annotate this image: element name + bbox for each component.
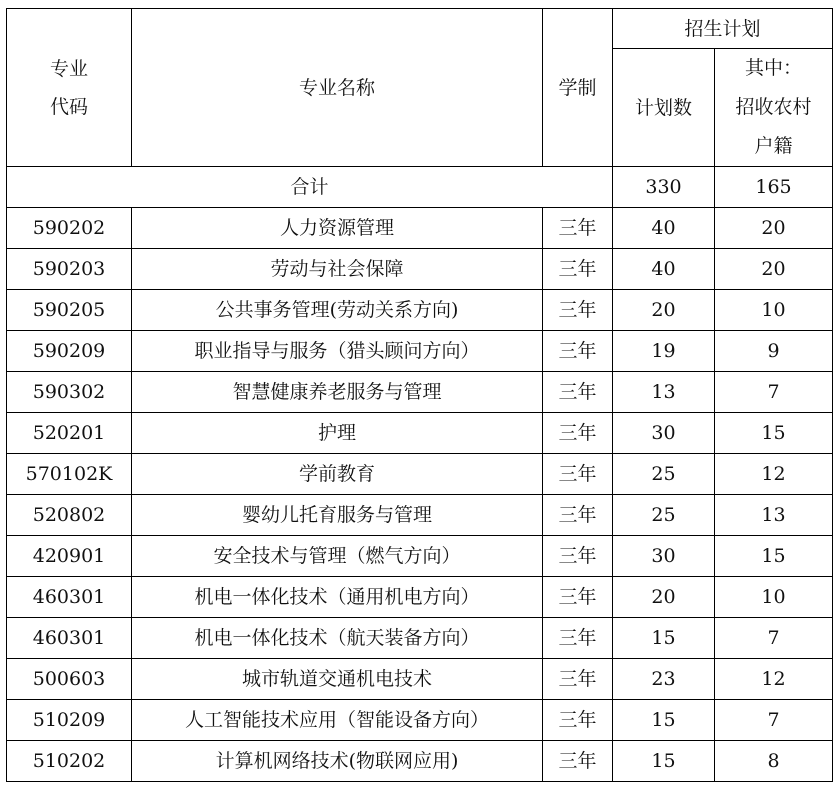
table-row — [7, 495, 833, 536]
header-major-code-line2: 代码 — [49, 95, 88, 118]
header-major-code-line1: 专业 — [49, 57, 88, 80]
enrollment-plan-table — [6, 8, 833, 782]
major-name-cell: 机电一体化技术（通用机电方向） — [132, 577, 543, 618]
table-row — [7, 536, 833, 577]
rural-quota-cell: 9 — [715, 331, 833, 372]
plan-count-cell: 15 — [613, 700, 715, 741]
duration-cell: 三年 — [543, 577, 613, 618]
major-code-cell: 510209 — [7, 700, 132, 741]
major-name-cell: 城市轨道交通机电技术 — [132, 659, 543, 700]
duration-cell: 三年 — [543, 495, 613, 536]
major-name-cell: 婴幼儿托育服务与管理 — [132, 495, 543, 536]
header-major-name: 专业名称 — [132, 9, 543, 167]
header-major-code — [7, 9, 132, 167]
plan-count-cell: 13 — [613, 372, 715, 413]
total-plan: 330 — [613, 167, 715, 208]
rural-quota-cell: 15 — [715, 413, 833, 454]
duration-cell: 三年 — [543, 249, 613, 290]
table-row — [7, 741, 833, 782]
plan-count-cell: 20 — [613, 577, 715, 618]
duration-cell: 三年 — [543, 372, 613, 413]
duration-cell: 三年 — [543, 659, 613, 700]
rural-quota-cell: 7 — [715, 700, 833, 741]
table-body — [7, 9, 833, 208]
rural-quota-cell: 10 — [715, 290, 833, 331]
total-row — [7, 167, 833, 208]
enrollment-plan-table-wrapper — [6, 8, 833, 782]
major-name-cell: 职业指导与服务（猎头顾问方向） — [132, 331, 543, 372]
plan-count-cell: 25 — [613, 454, 715, 495]
major-name-cell: 劳动与社会保障 — [132, 249, 543, 290]
rural-quota-cell: 10 — [715, 577, 833, 618]
major-code-cell: 510202 — [7, 741, 132, 782]
duration-cell: 三年 — [543, 741, 613, 782]
duration-cell: 三年 — [543, 454, 613, 495]
rural-quota-cell: 15 — [715, 536, 833, 577]
major-name-cell: 机电一体化技术（航天装备方向） — [132, 618, 543, 659]
major-code-cell: 590202 — [7, 208, 132, 249]
table-row — [7, 290, 833, 331]
header-duration: 学制 — [543, 9, 613, 167]
plan-count-cell: 19 — [613, 331, 715, 372]
header-rural-quota — [715, 49, 833, 167]
major-code-cell: 590205 — [7, 290, 132, 331]
header-rural-line1: 其中： — [744, 57, 802, 79]
total-label: 合计 — [7, 167, 613, 208]
plan-count-cell: 30 — [613, 536, 715, 577]
rural-quota-cell: 8 — [715, 741, 833, 782]
plan-count-cell: 30 — [613, 413, 715, 454]
major-name-cell: 护理 — [132, 413, 543, 454]
rural-quota-cell: 12 — [715, 454, 833, 495]
plan-count-cell: 25 — [613, 495, 715, 536]
plan-count-cell: 23 — [613, 659, 715, 700]
table-row — [7, 700, 833, 741]
major-code-cell: 420901 — [7, 536, 132, 577]
major-code-cell: 460301 — [7, 577, 132, 618]
rural-quota-cell: 7 — [715, 618, 833, 659]
duration-cell: 三年 — [543, 208, 613, 249]
major-name-cell: 人力资源管理 — [132, 208, 543, 249]
major-name-cell: 公共事务管理(劳动关系方向) — [132, 290, 543, 331]
major-code-cell: 520802 — [7, 495, 132, 536]
data-rows — [7, 208, 833, 782]
major-code-cell: 570102K — [7, 454, 132, 495]
duration-cell: 三年 — [543, 331, 613, 372]
table-row — [7, 372, 833, 413]
table-row — [7, 208, 833, 249]
plan-count-cell: 40 — [613, 208, 715, 249]
major-name-cell: 安全技术与管理（燃气方向） — [132, 536, 543, 577]
major-name-cell: 计算机网络技术(物联网应用) — [132, 741, 543, 782]
major-code-cell: 590203 — [7, 249, 132, 290]
duration-cell: 三年 — [543, 536, 613, 577]
table-row — [7, 454, 833, 495]
major-name-cell: 智慧健康养老服务与管理 — [132, 372, 543, 413]
table-row — [7, 413, 833, 454]
rural-quota-cell: 20 — [715, 249, 833, 290]
rural-quota-cell: 13 — [715, 495, 833, 536]
plan-count-cell: 15 — [613, 618, 715, 659]
major-code-cell: 460301 — [7, 618, 132, 659]
header-row-1 — [7, 9, 833, 49]
duration-cell: 三年 — [543, 700, 613, 741]
rural-quota-cell: 20 — [715, 208, 833, 249]
header-plan-count: 计划数 — [613, 49, 715, 167]
major-code-cell: 590209 — [7, 331, 132, 372]
table-row — [7, 577, 833, 618]
rural-quota-cell: 7 — [715, 372, 833, 413]
duration-cell: 三年 — [543, 618, 613, 659]
rural-quota-cell: 12 — [715, 659, 833, 700]
plan-count-cell: 40 — [613, 249, 715, 290]
header-rural-line3: 户籍 — [754, 135, 793, 157]
duration-cell: 三年 — [543, 413, 613, 454]
duration-cell: 三年 — [543, 290, 613, 331]
total-rural: 165 — [715, 167, 833, 208]
header-enrollment-plan: 招生计划 — [613, 9, 833, 49]
plan-count-cell: 20 — [613, 290, 715, 331]
major-name-cell: 人工智能技术应用（智能设备方向） — [132, 700, 543, 741]
major-code-cell: 520201 — [7, 413, 132, 454]
table-row — [7, 618, 833, 659]
table-row — [7, 331, 833, 372]
table-row — [7, 659, 833, 700]
major-code-cell: 590302 — [7, 372, 132, 413]
table-row — [7, 249, 833, 290]
major-code-cell: 500603 — [7, 659, 132, 700]
header-rural-line2: 招收农村 — [735, 96, 812, 118]
major-name-cell: 学前教育 — [132, 454, 543, 495]
plan-count-cell: 15 — [613, 741, 715, 782]
